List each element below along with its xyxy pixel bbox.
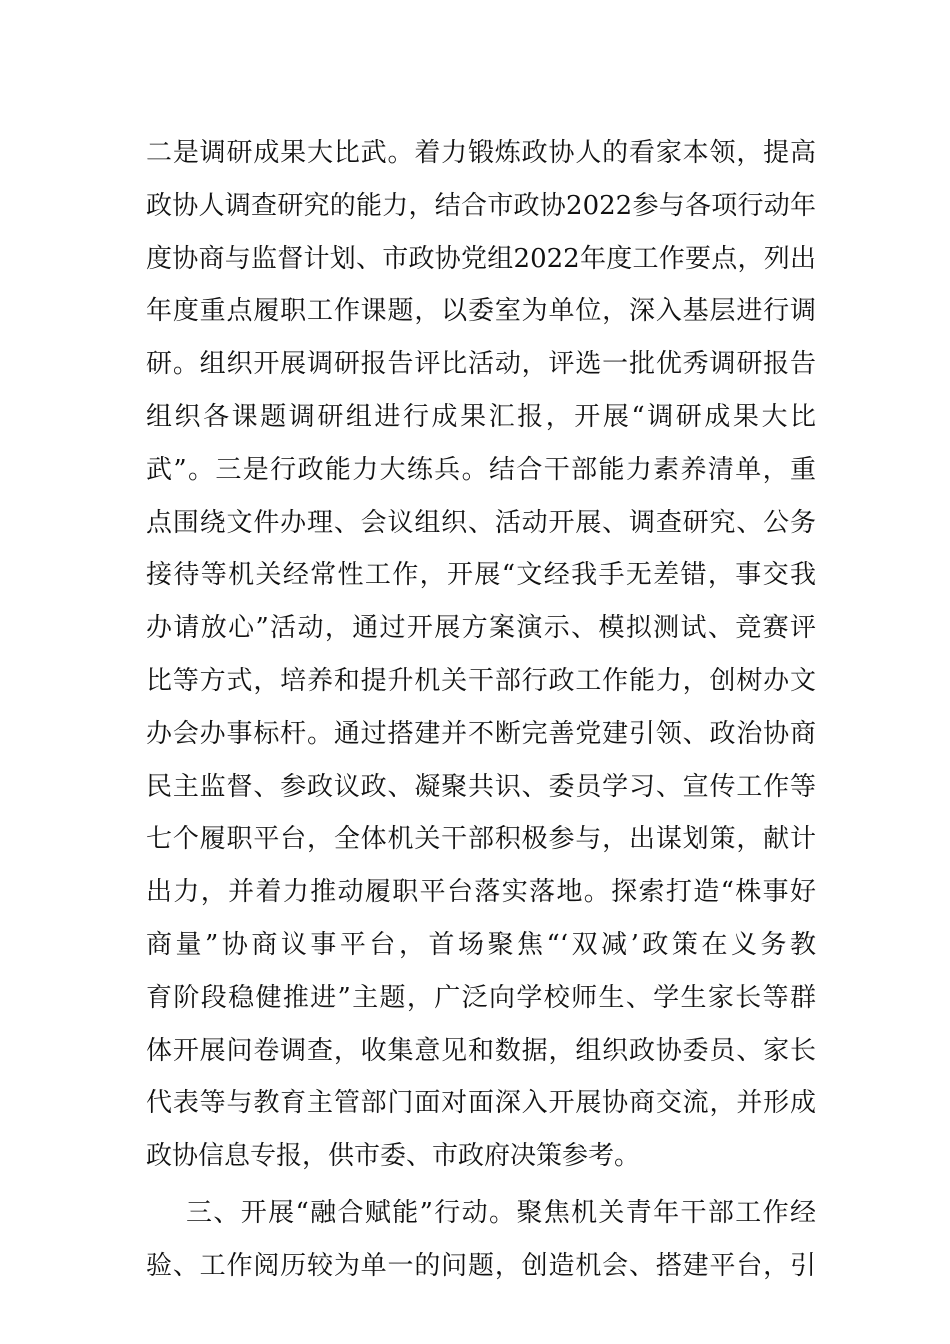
text-line: 政协人调查研究的能力，结合市政协2022参与各项行动年 (146, 190, 816, 221)
text-line: 武”。三是行政能力大练兵。结合干部能力素养清单，重 (146, 454, 816, 485)
text-line: 代表等与教育主管部门面对面深入开展协商交流，并形成 (146, 1088, 816, 1119)
text-line: 出力，并着力推动履职平台落实落地。探索打造“株事好 (146, 877, 816, 908)
text-line: 商量”协商议事平台，首场聚焦“‘双减’政策在义务教 (146, 929, 816, 960)
text-line: 年度重点履职工作课题，以委室为单位，深入基层进行调 (146, 296, 816, 327)
text-line: 民主监督、参政议政、凝聚共识、委员学习、宣传工作等 (146, 771, 816, 802)
text-line: 办会办事标杆。通过搭建并不断完善党建引领、政治协商 (146, 718, 816, 749)
text-line: 度协商与监督计划、市政协党组2022年度工作要点，列出 (146, 243, 816, 274)
text-line: 点围绕文件办理、会议组织、活动开展、调查研究、公务 (146, 507, 816, 538)
text-line: 育阶段稳健推进”主题，广泛向学校师生、学生家长等群 (146, 982, 816, 1013)
text-line: 二是调研成果大比武。着力锻炼政协人的看家本领，提高 (146, 138, 816, 168)
text-line: 验、工作阅历较为单一的问题，创造机会、搭建平台，引 (146, 1250, 816, 1281)
text-line: 政协信息专报，供市委、市政府决策参考。 (146, 1141, 641, 1172)
text-line: 三、开展“融合赋能”行动。聚焦机关青年干部工作经 (186, 1197, 816, 1228)
text-line: 七个履职平台，全体机关干部积极参与，出谋划策，献计 (146, 824, 816, 855)
text-line: 研。组织开展调研报告评比活动，评选一批优秀调研报告 (146, 349, 816, 380)
text-line: 接待等机关经常性工作，开展“文经我手无差错，事交我 (146, 560, 816, 591)
text-line: 体开展问卷调查，收集意见和数据，组织政协委员、家长 (146, 1035, 816, 1066)
text-line: 办请放心”活动，通过开展方案演示、模拟测试、竞赛评 (146, 613, 816, 644)
text-line: 组织各课题调研组进行成果汇报，开展“调研成果大比 (146, 401, 816, 432)
text-line: 比等方式，培养和提升机关干部行政工作能力，创树办文 (146, 665, 816, 696)
document-body (146, 127, 816, 1293)
